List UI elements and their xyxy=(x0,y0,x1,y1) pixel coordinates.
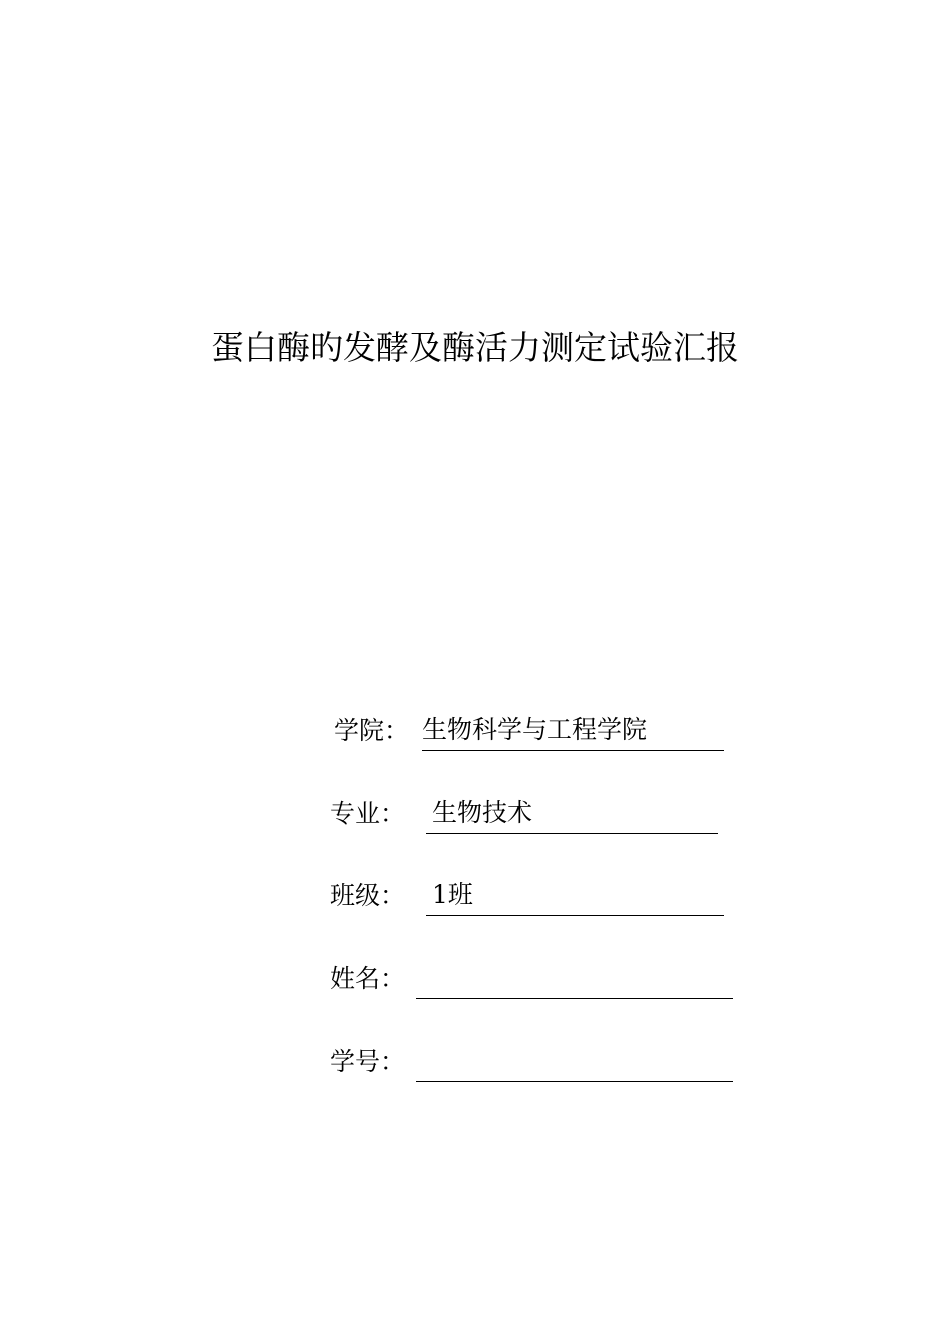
student-id-label: 学号： xyxy=(330,1047,406,1076)
name-value-line xyxy=(416,959,733,999)
class-value: 1班 xyxy=(432,880,473,909)
class-value-line xyxy=(426,876,724,916)
major-value: 生物技术 xyxy=(432,798,533,827)
college-value: 生物科学与工程学院 xyxy=(422,715,648,744)
major-label: 专业： xyxy=(330,799,406,828)
report-title: 蛋白酶旳发酵及酶活力测定试验汇报 xyxy=(211,328,739,367)
college-label: 学院： xyxy=(334,716,410,745)
name-label: 姓名： xyxy=(330,964,406,993)
student-id-value-line xyxy=(416,1042,733,1082)
major-value-line xyxy=(426,794,718,834)
class-label: 班级： xyxy=(330,881,406,910)
college-value-line xyxy=(422,711,724,751)
